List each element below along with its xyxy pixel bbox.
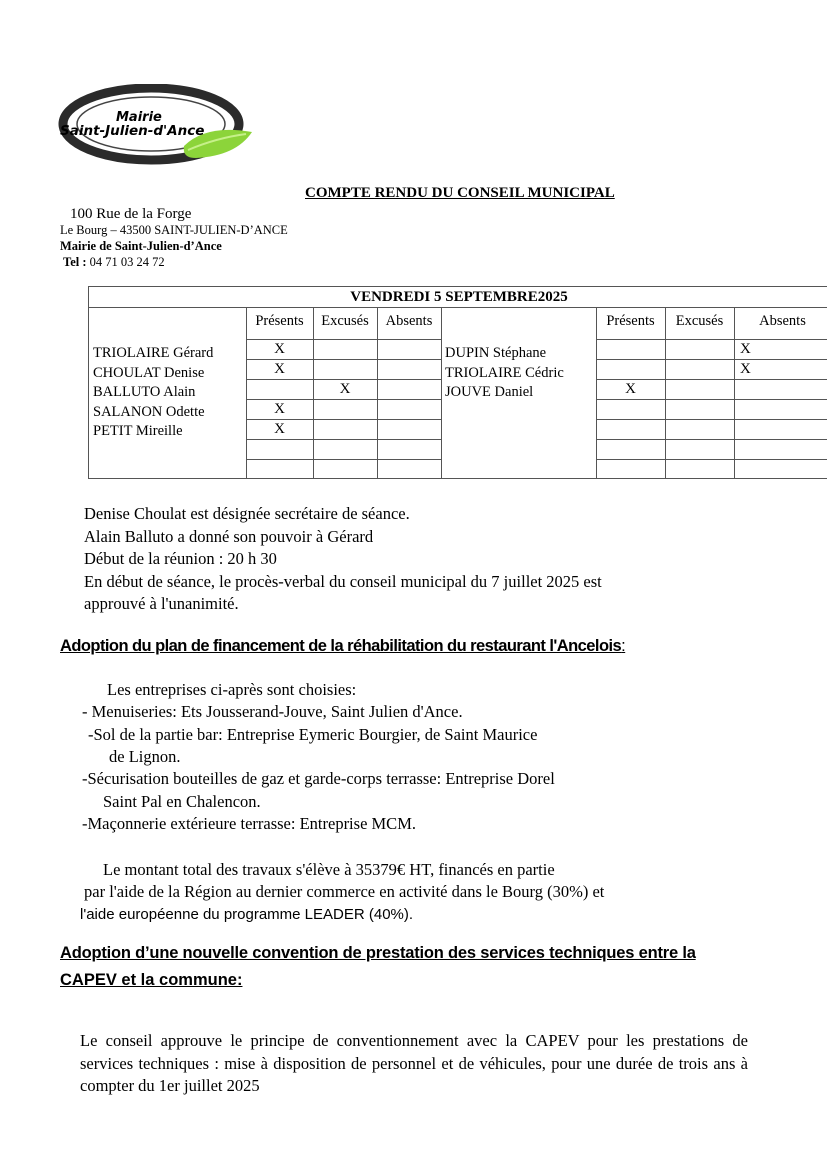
start-time-line: Début de la réunion : 20 h 30 xyxy=(84,549,277,568)
section1-heading-colon: : xyxy=(621,637,626,655)
section2-body: Le conseil approuve le principe de conventionnement avec la CAPEV pour les prestations de services techniques : mise à disposition de personnel et de véhicules, pour une durée de trois ans à compter du 1er juillet 2025 xyxy=(80,1031,748,1095)
table-row-divider xyxy=(246,399,441,400)
attendance-date: VENDREDI 5 SEPTEMBRE2025 xyxy=(89,287,827,308)
section1-heading-text: Adoption du plan de financement de la réhabilitation du restaurant l'Ancelois xyxy=(60,637,622,655)
logo-line1: Mairie xyxy=(116,110,162,125)
table-column-divider xyxy=(377,307,378,478)
company-item-cont: de Lignon. xyxy=(109,747,181,766)
tel-value: 04 71 03 24 72 xyxy=(89,255,165,269)
table-column-divider xyxy=(441,307,442,478)
member-name: CHOULAT Denise xyxy=(93,364,205,381)
member-name: BALLUTO Alain xyxy=(93,384,196,400)
attendance-table xyxy=(88,286,827,479)
tel-label: Tel : xyxy=(63,255,87,269)
mairie-name: Mairie de Saint-Julien-d’Ance xyxy=(60,239,222,253)
company-item: -Sécurisation bouteilles de gaz et garde-corps terrasse: Entreprise Dorel xyxy=(82,769,555,788)
table-row-divider xyxy=(246,459,441,460)
logo-line2: Saint-Julien-d'Ance xyxy=(60,123,205,139)
right-attendance-mark: X xyxy=(625,381,636,397)
member-name: TRIOLAIRE Cédric xyxy=(445,364,564,381)
funding-line: par l'aide de la Région au dernier commerce en activité dans le Bourg (30%) et xyxy=(84,882,605,901)
table-row-divider xyxy=(246,419,441,420)
table-row-divider xyxy=(596,439,827,440)
table-row-divider xyxy=(596,459,827,460)
table-row-divider xyxy=(246,379,441,380)
address-city: Le Bourg – 43500 SAINT-JULIEN-D’ANCE xyxy=(60,223,288,237)
table-row-divider xyxy=(596,359,827,360)
left-attendance-mark: X xyxy=(274,361,285,377)
left-column-header: Présents xyxy=(255,313,304,329)
right-column-header: Excusés xyxy=(675,313,724,329)
member-name: DUPIN Stéphane xyxy=(445,345,547,361)
table-row-divider xyxy=(596,379,827,380)
left-column-header: Excusés xyxy=(321,313,369,329)
section2-heading-line2: CAPEV et la commune: xyxy=(60,971,243,989)
member-name: SALANON Odette xyxy=(93,403,205,420)
left-attendance-mark: X xyxy=(339,381,351,397)
funding-line: Le montant total des travaux s'élève à 35379€ HT, financés en partie xyxy=(103,860,555,879)
table-column-divider xyxy=(665,307,666,478)
mairie-logo xyxy=(56,84,256,168)
table-row-divider xyxy=(596,419,827,420)
table-row-divider xyxy=(596,399,827,400)
member-name: TRIOLAIRE Gérard xyxy=(93,345,214,361)
table-row-divider xyxy=(596,339,827,340)
proxy-line: Alain Balluto a donné son pouvoir à Gérard xyxy=(84,526,374,546)
telephone xyxy=(63,255,165,270)
table-row-divider xyxy=(246,439,441,440)
right-attendance-mark: X xyxy=(740,341,751,357)
section1-heading xyxy=(60,637,625,656)
funding-line: l'aide européenne du programme LEADER (40%). xyxy=(80,906,414,923)
company-item: -Sol de la partie bar: Entreprise Eymeric Bourgier, de Saint Maurice xyxy=(88,725,538,744)
document-title: COMPTE RENDU DU CONSEIL MUNICIPAL xyxy=(305,185,615,201)
left-column-header: Absents xyxy=(385,313,433,329)
minutes-approval-line-2: approuvé à l'unanimité. xyxy=(84,594,239,613)
table-row-divider xyxy=(246,339,441,340)
intro-block xyxy=(84,503,602,616)
right-column-header: Absents xyxy=(759,313,806,329)
table-column-divider xyxy=(734,307,735,478)
right-column-header: Présents xyxy=(606,313,655,329)
company-item: -Maçonnerie extérieure terrasse: Entreprise MCM. xyxy=(82,814,416,833)
companies-intro: Les entreprises ci-après sont choisies: xyxy=(107,680,357,699)
left-attendance-mark: X xyxy=(274,341,285,357)
section2-heading-line1: Adoption d’une nouvelle convention de prestation des services techniques entre la xyxy=(60,944,696,962)
company-item-cont: Saint Pal en Chalencon. xyxy=(103,792,261,811)
member-name: PETIT Mireille xyxy=(93,423,183,439)
table-row-divider xyxy=(246,359,441,360)
address-street: 100 Rue de la Forge xyxy=(70,206,192,222)
company-item: - Menuiseries: Ets Jousserand-Jouve, Saint Julien d'Ance. xyxy=(82,702,463,721)
left-attendance-mark: X xyxy=(274,421,285,437)
right-member-names xyxy=(445,344,564,403)
secretary-line: Denise Choulat est désignée secrétaire de séance. xyxy=(84,504,410,523)
right-attendance-mark: X xyxy=(740,361,751,377)
member-name: JOUVE Daniel xyxy=(445,384,534,400)
left-attendance-mark: X xyxy=(274,401,285,417)
minutes-approval-line: En début de séance, le procès-verbal du conseil municipal du 7 juillet 2025 est xyxy=(84,571,602,591)
left-member-names xyxy=(93,344,213,442)
table-column-divider xyxy=(246,307,247,478)
